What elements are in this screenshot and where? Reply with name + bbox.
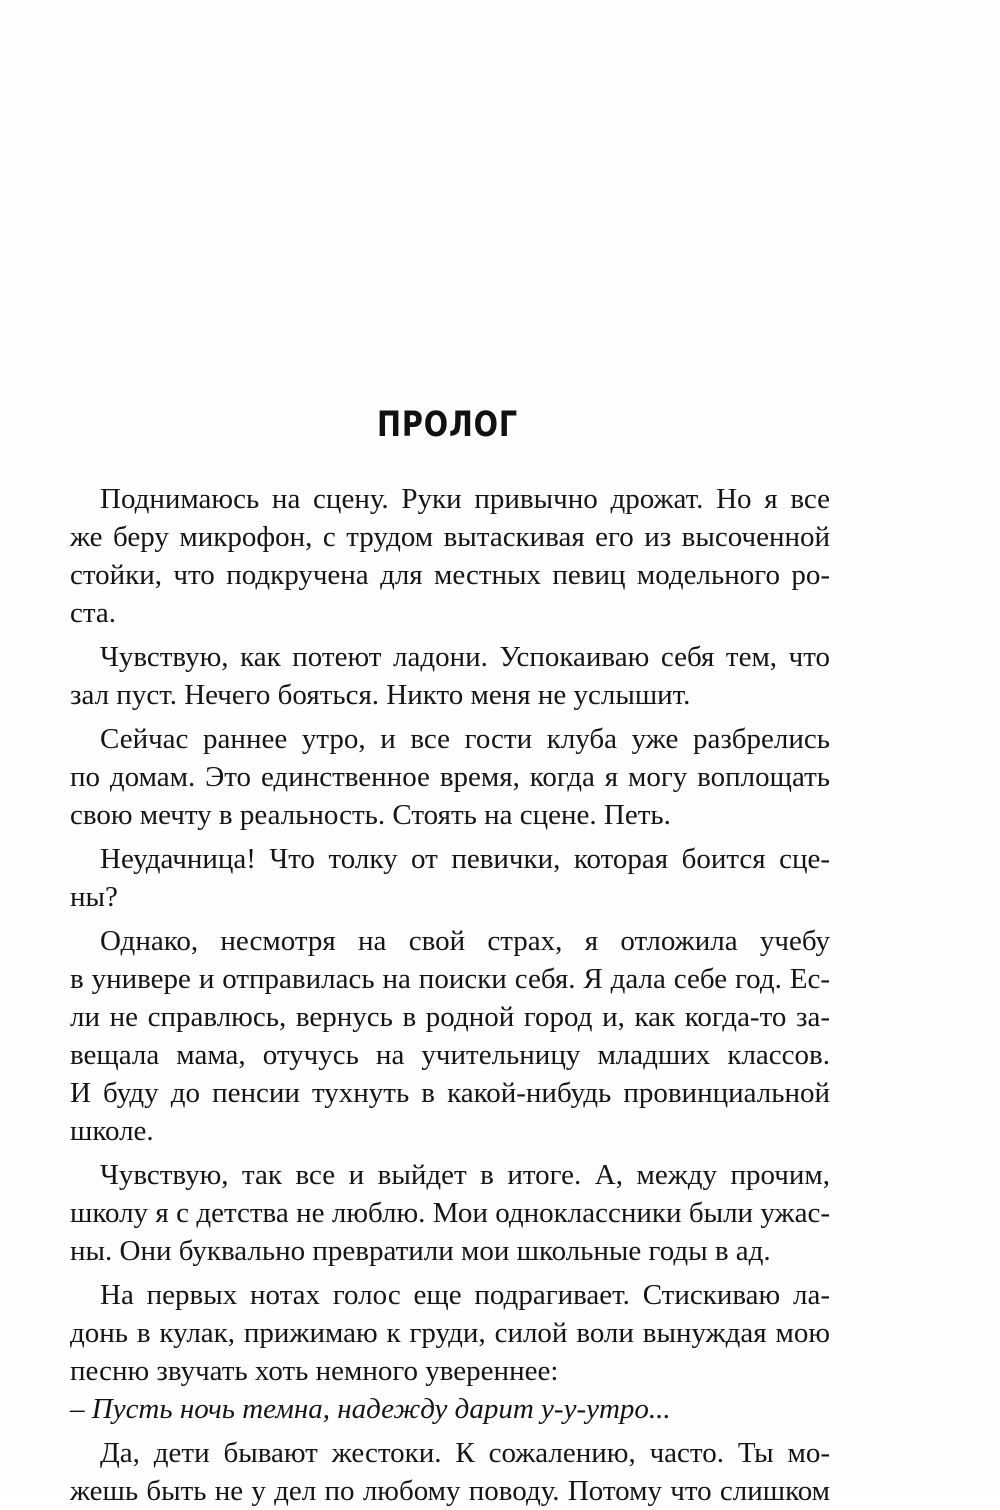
- text-line: свою мечту в реальность. Стоять на сцене. Петь.: [70, 799, 671, 831]
- text-line: же беру микрофон, с трудом вытаскивая его из высоченной: [70, 521, 830, 553]
- text-line: На первых нотах голос еще подрагивает. Стискиваю ла-: [100, 1279, 830, 1311]
- text-line: Неудачница! Что толку от певички, которая боится сце-: [100, 843, 830, 875]
- paragraph: [70, 840, 830, 916]
- paragraph: [70, 480, 830, 632]
- text-line: Да, дети бывают жестоки. К сожалению, часто. Ты мо-: [100, 1437, 830, 1469]
- text-line: Однако, несмотря на свой страх, я отложила учебу: [100, 925, 830, 957]
- text-line: школе.: [70, 1115, 154, 1147]
- body-text: [70, 480, 830, 1510]
- paragraph: [70, 922, 830, 1150]
- text-line: ста.: [70, 597, 117, 629]
- text-line: Чувствую, так все и выйдет в итоге. А, между прочим,: [100, 1159, 830, 1191]
- text-line: жешь быть не у дел по любому поводу. Потому что слишком: [70, 1475, 830, 1507]
- text-line: зал пуст. Нечего бояться. Никто меня не услышит.: [70, 679, 691, 711]
- text-line: в универе и отправилась на поиски себя. Я дала себе год. Ес-: [70, 963, 830, 995]
- paragraph: [70, 1434, 830, 1510]
- text-line: – Пусть ночь темна, надежду дарит у-у-утро...: [70, 1393, 671, 1425]
- paragraph: [70, 1276, 830, 1390]
- text-line: песню звучать хоть немного увереннее:: [70, 1355, 559, 1387]
- paragraph: [70, 1156, 830, 1270]
- text-line: Сейчас раннее утро, и все гости клуба уже разбрелись: [100, 723, 830, 755]
- text-line: Чувствую, как потеют ладони. Успокаиваю себя тем, что: [100, 641, 830, 673]
- song-lyric: [70, 1390, 830, 1428]
- paragraph: [70, 720, 830, 834]
- text-line: донь в кулак, прижимаю к груди, силой воли вынуждая мою: [70, 1317, 830, 1349]
- text-line: стойки, что подкручена для местных певиц модельного ро-: [70, 559, 830, 591]
- text-line: ны. Они буквально превратили мои школьные годы в ад.: [70, 1235, 771, 1267]
- text-line: ли не справлюсь, вернусь в родной город и, как когда-то за-: [70, 1001, 830, 1033]
- text-line: вещала мама, отучусь на учительницу младших классов.: [70, 1039, 830, 1071]
- text-line: ны?: [70, 881, 118, 913]
- paragraph: [70, 638, 830, 714]
- text-line: школу я с детства не люблю. Мои одноклассники были ужас-: [70, 1197, 830, 1229]
- text-line: Поднимаюсь на сцену. Руки привычно дрожат. Но я все: [100, 483, 830, 515]
- text-line: И буду до пенсии тухнуть в какой-нибудь провинциальной: [70, 1077, 830, 1109]
- chapter-title: ПРОЛОГ: [377, 405, 518, 445]
- text-line: по домам. Это единственное время, когда я могу воплощать: [70, 761, 830, 793]
